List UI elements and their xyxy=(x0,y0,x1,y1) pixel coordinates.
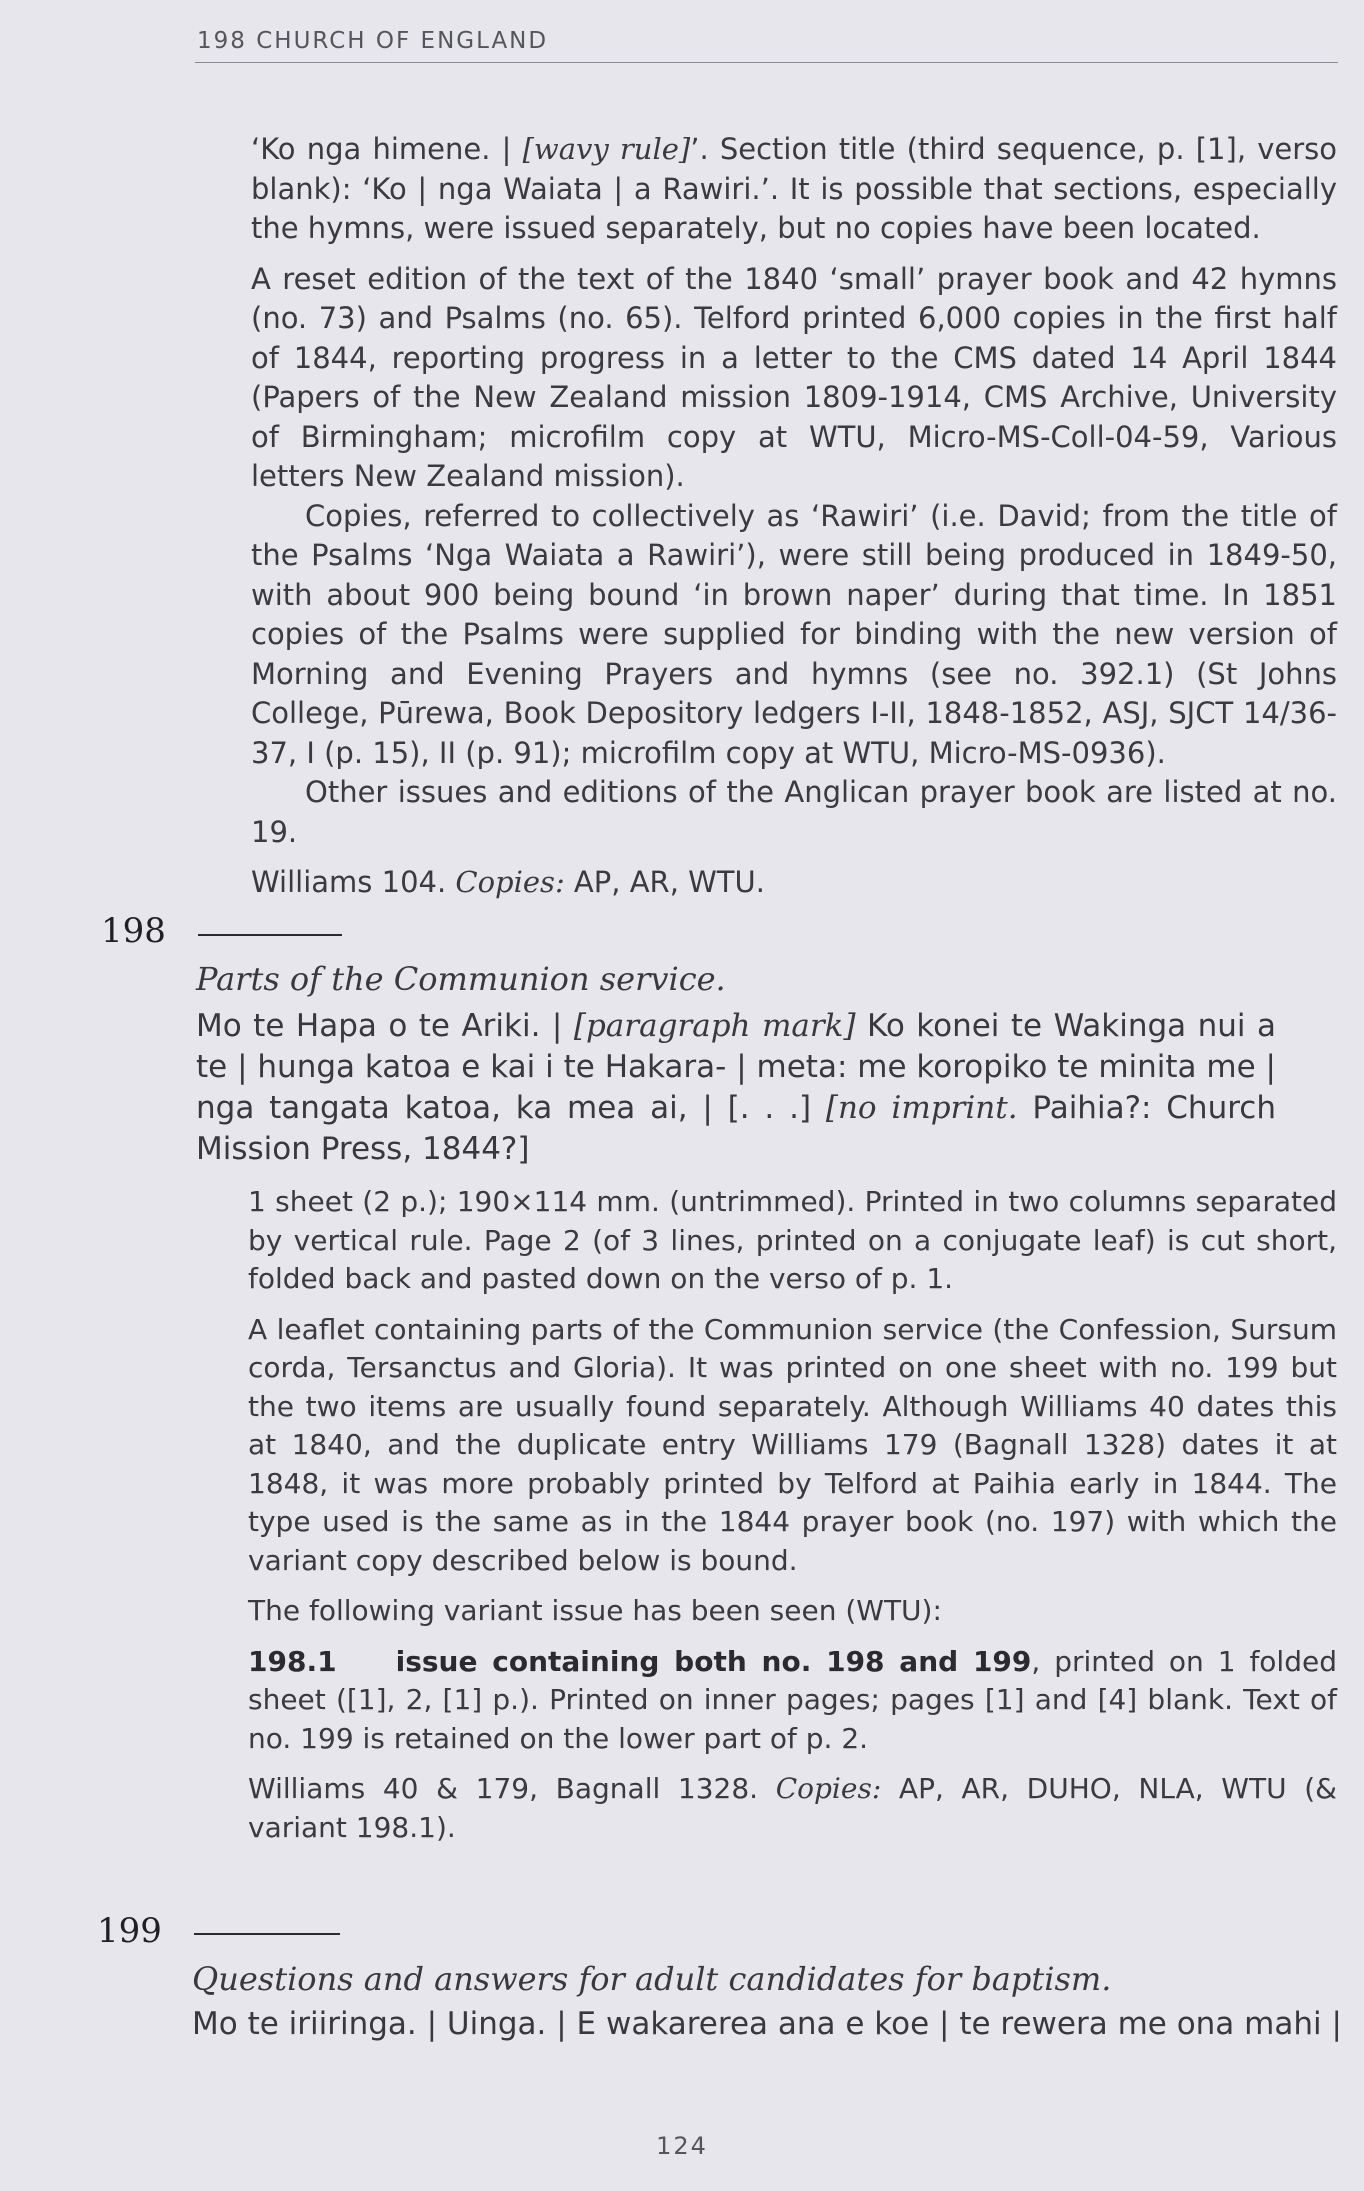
entry-dash xyxy=(194,1933,340,1935)
italic-text: [no imprint. xyxy=(825,1090,1018,1126)
paragraph: A leaflet containing parts of the Communion service (the Confession, Sursum corda, Tersanctus and Gloria). It was printed on one sheet with no. 199 but the two items are usually found separately. Although Williams 40 dates this at 1840, and the duplicate entry Williams 179 (Bagnall 1328) dates it at 1848, it was more probably printed by Telford at Paihia early in 1844. The type used is the same as in the 1844 prayer book (no. 197) with which the variant copy described below is bound. xyxy=(248,1312,1337,1577)
references xyxy=(251,863,1337,903)
entry-198-notes xyxy=(248,1183,1337,1847)
text: ’. Section title (third sequence, p. [1], verso blank): ‘Ko | nga Waiata | a Rawiri.’. It is possible that sections, especially the hymns, were issued separately, but no copies have been located. xyxy=(251,132,1337,245)
text: Paihia?: Church Mission Press, 1844?] xyxy=(196,1090,1276,1167)
text: , printed on 1 folded sheet ([1], 2, [1] p.). Printed on inner pages; pages [1] and [4] blank. Text of no. 199 is retained on the lower part of p. 2. xyxy=(248,1644,1337,1755)
entry-dash xyxy=(198,934,342,936)
text: Williams 104. xyxy=(251,865,456,899)
text: Mo te Hapa o te Ariki. | xyxy=(196,1008,574,1044)
text: ‘Ko nga himene. | xyxy=(251,132,523,166)
entry-197-continuation xyxy=(251,130,1337,903)
running-head: 198 CHURCH OF ENGLAND xyxy=(197,28,549,54)
paragraph xyxy=(251,130,1337,249)
page-number: 124 xyxy=(656,2132,708,2160)
title-transcription xyxy=(196,1006,1276,1170)
paragraph: A reset edition of the text of the 1840 ‘small’ prayer book and 42 hymns (no. 73) and Psalms (no. 65). Telford printed 6,000 copies in the first half of 1844, reporting progress in a letter to the CMS dated 14 April 1844 (Papers of the New Zealand mission 1809-1914, CMS Archive, University of Birmingham; microfilm copy at WTU, Micro-MS-Coll-04-59, Various letters New Zealand mission). xyxy=(251,261,1337,493)
text: Williams 40 & 179, Bagnall 1328. xyxy=(248,1772,776,1805)
copies-label: Copies: xyxy=(455,865,565,899)
paragraph: Copies, referred to collectively as ‘Rawiri’ (i.e. David; from the title of the Psalms ‘Nga Waiata a Rawiri’), were still being produced in 1849-50, with about 900 being bound ‘in brown naper’ during that time. In 1851 copies of the Psalms were supplied for binding with the new version of Morning and Evening Prayers and hymns (see no. 392.1) (St Johns College, Pūrewa, Book Depository ledgers I-II, 1848-1852, ASJ, SJCT 14/36-37, I (p. 15), II (p. 91); microfilm copy at WTU, Micro-MS-0936). xyxy=(251,498,1337,770)
bold-text: 198.1 issue containing both no. 198 and 199 xyxy=(248,1644,1032,1678)
italic-text: [paragraph mark] xyxy=(573,1008,856,1044)
italic-text: [wavy rule] xyxy=(522,132,691,166)
paragraph: The following variant issue has been seen (WTU): xyxy=(248,1594,942,1627)
entry-number-198: 198 xyxy=(101,911,166,951)
copies-label: Copies: xyxy=(775,1772,882,1805)
text: AP, AR, WTU. xyxy=(564,865,765,899)
variant-issue xyxy=(248,1643,1337,1759)
header-rule xyxy=(195,62,1338,63)
text: AP, AR, DUHO, NLA, WTU (& variant 198.1). xyxy=(248,1772,1337,1844)
paragraph: 1 sheet (2 p.); 190×114 mm. (untrimmed). Printed in two columns separated by vertical rule. Page 2 (of 3 lines, printed on a conjugate leaf) is cut short, folded back and pasted down on the verso of p. 1. xyxy=(248,1185,1337,1295)
text: Ko konei te Wakinga nui a te | hunga katoa e kai i te Hakara- | meta: me koropiko te minita me | nga tangata katoa, ka mea ai, | [. . .] xyxy=(196,1008,1276,1126)
paragraph: Other issues and editions of the Anglican prayer book are listed at no. 19. xyxy=(251,775,1337,849)
references xyxy=(248,1770,1337,1847)
entry-number-199: 199 xyxy=(97,1911,162,1951)
entry-title: Questions and answers for adult candidates for baptism. xyxy=(192,1960,1112,1998)
entry-title: Parts of the Communion service. xyxy=(196,960,726,998)
title-transcription: Mo te iriiringa. | Uinga. | E wakarerea ana e koe | te rewera me ona mahi | xyxy=(192,2006,1342,2042)
